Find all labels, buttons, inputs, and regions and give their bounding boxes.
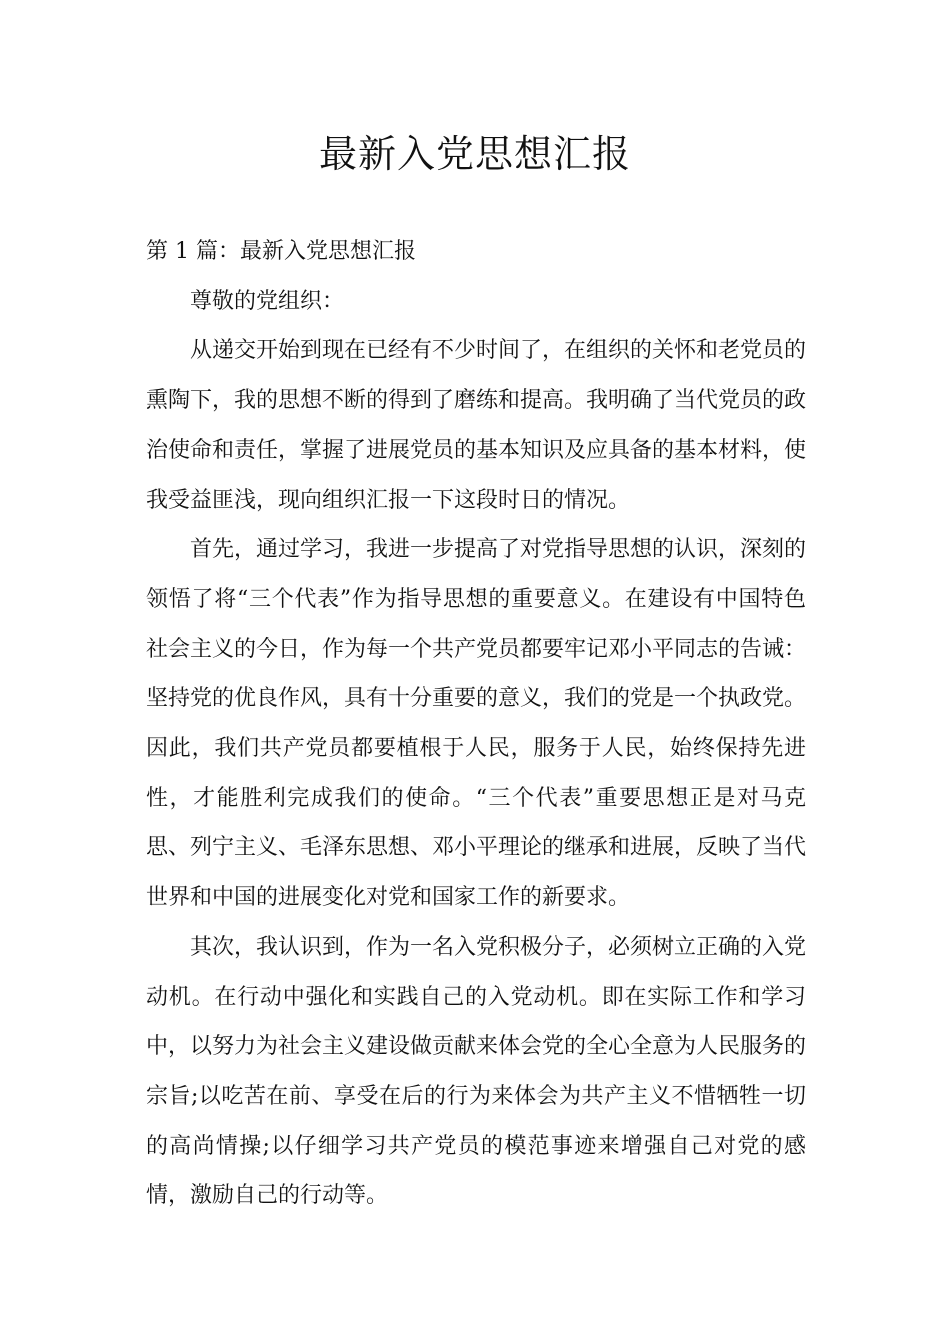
- document-body: [146, 227, 806, 1221]
- section-heading: 第 1 篇：最新入党思想汇报: [146, 239, 416, 264]
- paragraph: 首先，通过学习，我进一步提高了对党指导思想的认识，深刻的领悟了将“三个代表”作为指导思想的重要意义。在建设有中国特色社会主义的今日，作为每一个共产党员都要牢记邓小平同志的告诫：坚持党的优良作风，具有十分重要的意义，我们的党是一个执政党。因此，我们共产党员都要植根于人民，服务于人民，始终保持先进性，才能胜利完成我们的使命。“三个代表”重要思想正是对马克思、列宁主义、毛泽东思想、邓小平理论的继承和进展，反映了当代世界和中国的进展变化对党和国家工作的新要求。: [146, 537, 807, 911]
- document-title: 最新入党思想汇报: [318, 132, 631, 176]
- salutation: 尊敬的党组织：: [190, 288, 345, 314]
- paragraph: 其次，我认识到，作为一名入党积极分子，必须树立正确的入党动机。在行动中强化和实践自己的入党动机。即在实际工作和学习中，以努力为社会主义建设做贡献来体会党的全心全意为人民服务的宗旨;以吃苦在前、享受在后的行为来体会为共产主义不惜牺牲一切的高尚情操;以仔细学习共产党员的模范事迹来增强自己对党的感情，激励自己的行动等。: [146, 934, 807, 1209]
- paragraph: 从递交开始到现在已经有不少时间了，在组织的关怀和老党员的熏陶下，我的思想不断的得到了磨练和提高。我明确了当代党员的政治使命和责任，掌握了进展党员的基本知识及应具备的基本材料，使我受益匪浅，现向组织汇报一下这段时日的情况。: [146, 338, 807, 513]
